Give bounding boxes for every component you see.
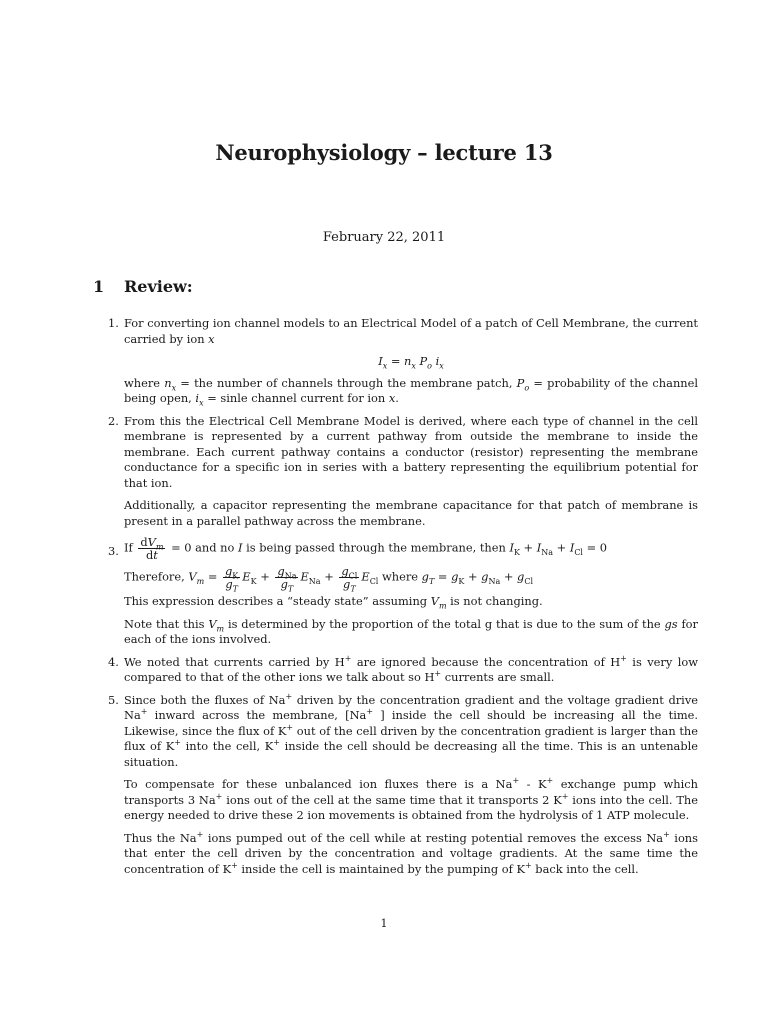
page-title: Neurophysiology – lecture 13 xyxy=(215,140,553,165)
item-marker: 1. xyxy=(108,316,119,330)
paragraph: where $n_x$ = the number of channels through the membrane patch, $P_o$ = probability of the channel being open, $i_x$ = sinle channel current for ion x. xyxy=(124,375,698,408)
paragraph: We noted that currents carried by H+ are ignored because the concentration of H+ is very low compared to that of the other ions we talk about so H+ currents are small. xyxy=(124,653,698,684)
paragraph: From this the Electrical Cell Membrane Model is derived, where each type of channel in the cell membrane is represented by a current pathway from outside the membrane to inside the membrane. Each current pathway contains a conductor (resistor) representing the membrane conductance for a specific ion in series with a battery representing the equilibrium potential for that ion. xyxy=(124,413,698,490)
section-number: 1 xyxy=(93,277,105,296)
paragraph: This expression describes a “steady state” assuming $V_m$ is not changing. xyxy=(124,594,543,611)
paragraph: Since both the fluxes of Na+ driven by the concentration gradient and the voltage gradient drive Na+ inward across the membrane, [Na+ ] inside the cell should be increasing all the time. Likewise, since the flux of K+ out of the cell driven by the concentration gradient is larger than the flux of K+ into the cell, K+ inside the cell should be decreasing all the time. This is an untenable situation. xyxy=(124,691,699,769)
item-marker: 5. xyxy=(108,692,119,707)
equation: If $\frac{dV_m}{dt}$ = 0 and no I is being passed through the membrane, then $I_K + I_{Na} + I_{Cl} = 0$ xyxy=(124,535,608,562)
review-list xyxy=(108,316,698,884)
list-item xyxy=(108,414,698,530)
section-heading xyxy=(93,277,193,296)
paragraph: Additionally, a capacitor representing the membrane capacitance for that patch of membrane is present in a parallel pathway across the membrane. xyxy=(124,498,698,528)
page-number: 1 xyxy=(380,917,388,930)
equation: $I_x = n_x$ $P_o$ $i_x$ xyxy=(378,354,444,371)
paragraph: Note that this $V_m$ is determined by the proportion of the total g that is due to the sum of the gs for each of the ions involved. xyxy=(124,616,698,646)
item-marker: 2. xyxy=(108,413,119,428)
item-marker: 4. xyxy=(108,654,119,669)
list-item xyxy=(108,693,698,878)
section-title: Review: xyxy=(124,277,193,296)
item-marker: 3. xyxy=(108,544,119,558)
list-item xyxy=(108,655,698,686)
document-date: February 22, 2011 xyxy=(322,230,446,245)
paragraph: To compensate for these unbalanced ion fluxes there is a Na+ - K+ exchange pump which transports 3 Na+ ions out of the cell at the same time that it transports 2 K+ ions into the cell. The energy needed to drive these 2 ion movements is obtained from the hydrolysis of 1 ATP molecule. xyxy=(124,776,699,822)
list-item xyxy=(108,316,698,407)
list-item xyxy=(108,536,698,648)
paragraph: Thus the Na+ ions pumped out of the cell while at resting potential removes the excess Na+ ions that enter the cell driven by the concentration and voltage gradients. At the same time the concentration of K+ inside the cell is maintained by the pumping of K+ back into the cell. xyxy=(124,829,698,876)
paragraph: For converting ion channel models to an Electrical Model of a patch of Cell Membrane, the current carried by ion x xyxy=(124,316,698,346)
equation: Therefore, $V_m$ = $\frac{g_K}{g_T}$ $E_K$ + $\frac{g_{Na}}{g_T}$ $E_{Na}$ + $\frac{g_{Cl}}{g_T}$ $E_{Cl}$ where $g_T = g_K + g_{Na} + g_{Cl}$ xyxy=(124,564,534,594)
